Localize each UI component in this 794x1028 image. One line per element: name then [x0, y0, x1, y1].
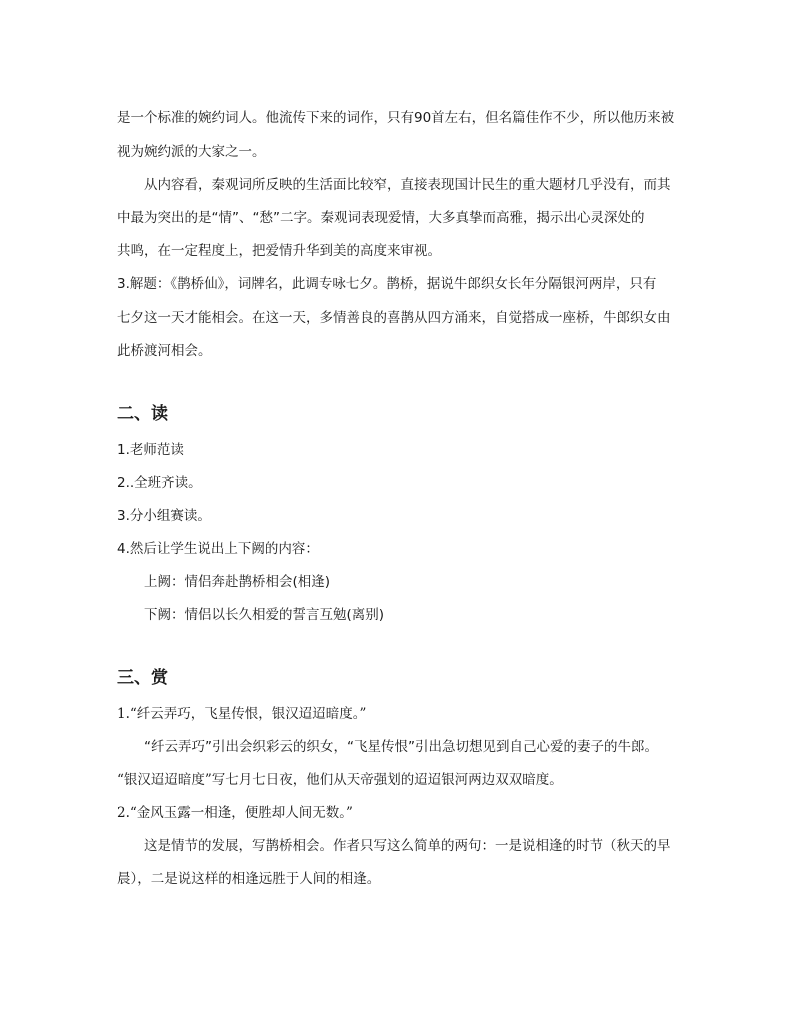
appreciate-explanation-1-line-2: “银汉迢迢暗度”写七月七日夜，他们从天帝强划的迢迢银河两边双双暗度。	[117, 772, 563, 788]
appreciate-quote-1: 1.“纤云弄巧，飞星传恨，银汉迢迢暗度。”	[117, 706, 367, 722]
title-explanation-line-3: 此桥渡河相会。	[117, 343, 212, 359]
read-item-2: 2..全班齐读。	[117, 475, 202, 491]
read-item-4: 4.然后让学生说出上下阙的内容：	[117, 541, 319, 557]
title-explanation-line-1: 3.解题：《鹊桥仙》，词牌名，此调专咏七夕。鹊桥，据说牛郎织女长年分隔银河两岸，只有	[117, 276, 657, 292]
read-item-3: 3.分小组赛读。	[117, 508, 211, 524]
content-paragraph-line-2: 中最为突出的是“情”、“愁”二字。秦观词表现爱情，大多真挚而高雅，揭示出心灵深处的	[117, 210, 645, 226]
intro-line-2: 视为婉约派的大家之一。	[117, 144, 266, 160]
lower-stanza-summary: 下阙：情侣以长久相爱的誓言互勉(离别)	[144, 607, 385, 623]
content-paragraph-line-1: 从内容看，秦观词所反映的生活面比较窄，直接表现国计民生的重大题材几乎没有，而其	[144, 177, 671, 193]
intro-line-1: 是一个标准的婉约词人。他流传下来的词作，只有90首左右，但名篇佳作不少，所以他历来被	[117, 110, 675, 126]
content-paragraph-line-3: 共鸣，在一定程度上，把爱情升华到美的高度来审视。	[117, 243, 441, 259]
upper-stanza-summary: 上阙：情侣奔赴鹊桥相会(相逢)	[144, 574, 331, 590]
section-heading-read: 二、读	[117, 404, 168, 424]
appreciate-explanation-1-line-1: “纤云弄巧”引出会织彩云的织女，“飞星传恨”引出急切想见到自己心爱的妻子的牛郎。	[144, 739, 658, 755]
appreciate-explanation-2-line-1: 这是情节的发展，写鹊桥相会。作者只写这么简单的两句：一是说相逢的时节（秋天的早	[144, 838, 671, 854]
title-explanation-line-2: 七夕这一天才能相会。在这一天，多情善良的喜鹊从四方涌来，自觉搭成一座桥，牛郎织女由	[117, 310, 671, 326]
appreciate-explanation-2-line-2: 晨），二是说这样的相逢远胜于人间的相逢。	[117, 871, 381, 887]
appreciate-quote-2: 2.“金风玉露一相逢，便胜却人间无数。”	[117, 805, 353, 821]
read-item-1: 1.老师范读	[117, 442, 184, 458]
section-heading-appreciate: 三、赏	[117, 668, 168, 688]
